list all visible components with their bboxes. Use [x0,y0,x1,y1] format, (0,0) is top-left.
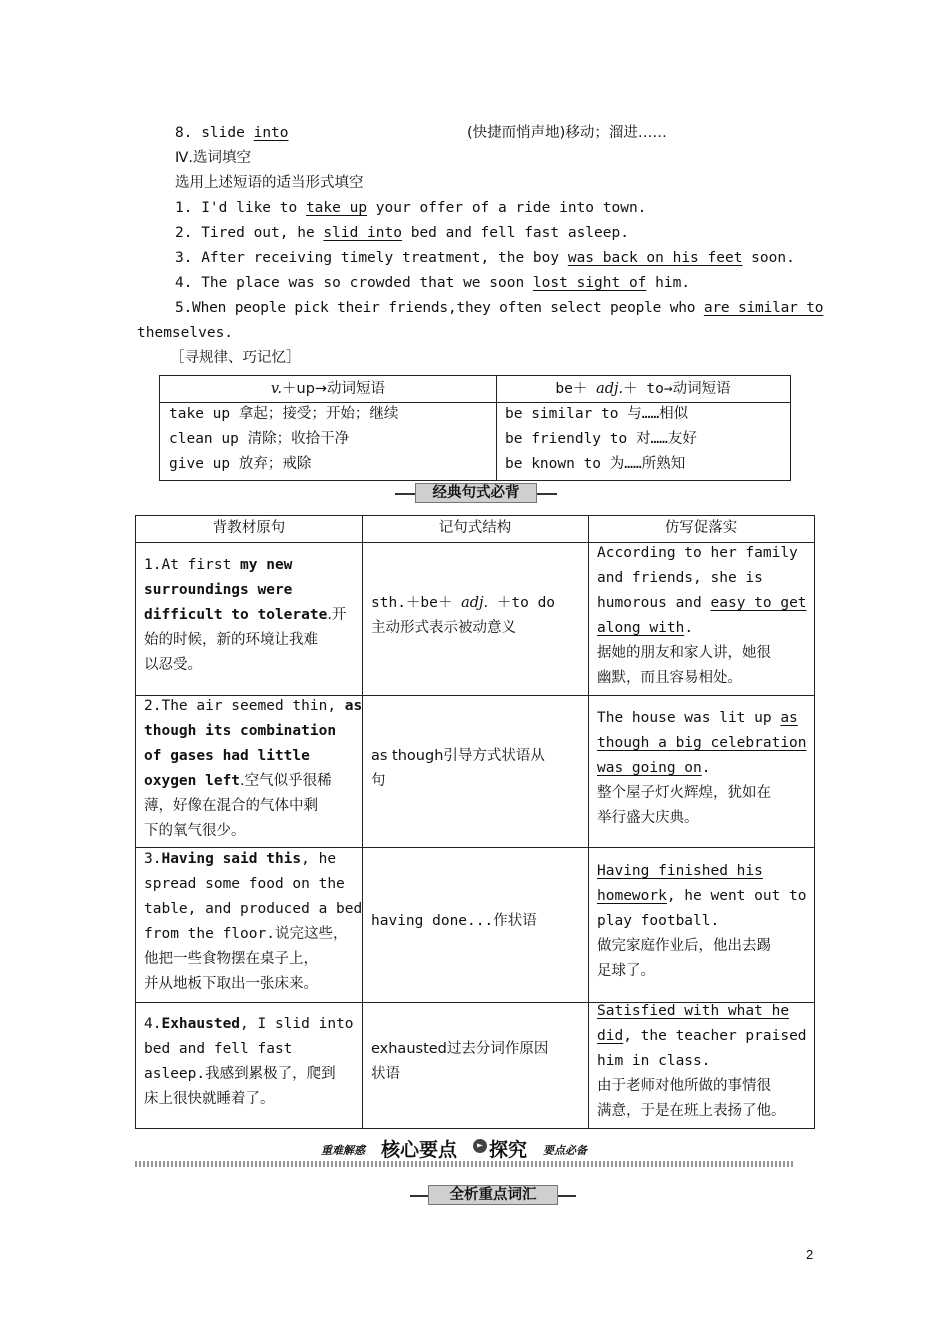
original-sentence: 4.Exhausted, I slid into [144,1016,354,1032]
imitation: play football. [597,913,720,929]
vocab-meaning: (快捷而悄声地)移动；溜进…… [467,125,667,141]
phrase-rule-table [159,375,791,481]
imitation: Satisfied with what he [597,1003,790,1019]
exercise-item: 3. After receiving timely treatment, the boy was back on his feet soon. [175,250,795,266]
rule-left-item: take up 拿起；接受；开始；继续 [169,406,399,422]
vocab-item: 8. slide into [175,125,289,141]
original-sentence: from the floor.说完这些， [144,926,348,942]
original-translation: 床上很快就睡着了。 [144,1091,275,1107]
section-banner: 全析重点词汇 [410,1185,576,1207]
rule-header-left: v.＋up→动词短语 [270,381,386,397]
imitation: According to her family [597,545,798,561]
rule-header-right: be＋ adj.＋ to→动词短语 [555,381,731,397]
original-sentence: spread some food on the [144,876,345,892]
section-iv-instruction: 选用上述短语的适当形式填空 [175,175,364,191]
imitation: did, the teacher praised [597,1028,807,1044]
imitation: and friends, she is [597,570,763,586]
imitation: humorous and easy to get [597,595,807,611]
original-sentence: though its combination [144,723,337,739]
imitation: The house was lit up as [597,710,798,726]
original-translation: 并从地板下取出一张床来。 [144,976,318,992]
original-translation: 始的时候，新的环境让我难 [144,632,318,648]
structure: exhausted过去分词作原因 [371,1041,549,1057]
original-translation: 他把一些食物摆在桌子上， [144,951,318,967]
arrow-right-icon: ► [473,1139,487,1153]
original-sentence: oxygen left.空气似乎很稀 [144,773,332,789]
original-sentence: asleep.我感到累极了，爬到 [144,1066,336,1082]
page-number: 2 [806,1247,814,1262]
imitation-translation: 据她的朋友和家人讲，她很 [597,645,771,661]
header-structure: 记句式结构 [438,520,512,536]
core-points-section-bar: 重难解惑 核心要点 ► 探究 要点必备 [135,1135,793,1169]
original-sentence: 2.The air seemed thin, as [144,698,363,714]
original-sentence: 3.Having said this, he [144,851,337,867]
original-sentence: surroundings were [144,582,293,598]
original-translation: 下的氧气很少。 [144,823,246,839]
exercise-item: 5.When people pick their friends,they often select people who are similar to [175,300,824,316]
imitation-translation: 满意，于是在班上表扬了他。 [597,1103,786,1119]
imitation: Having finished his [597,863,763,879]
imitation-translation: 整个屋子灯火辉煌，犹如在 [597,785,771,801]
imitation-translation: 做完家庭作业后，他出去踢 [597,938,771,954]
imitation-translation: 足球了。 [597,963,655,979]
rule-right-item: be known to 为……所熟知 [505,456,686,472]
imitation: was going on. [597,760,711,776]
structure: sth.＋be＋ adj. ＋to do [371,595,556,611]
section-iv-title: Ⅳ.选词填空 [175,150,251,166]
exercise-item: 4. The place was so crowded that we soon lost sight of him. [175,275,691,291]
structure: 句 [371,773,386,789]
structure: as though引导方式状语从 [371,748,545,764]
original-translation: 薄，好像在混合的气体中剩 [144,798,318,814]
structure: 主动形式表示被动意义 [371,620,516,636]
rule-left-item: clean up 清除；收拾干净 [169,431,350,447]
rule-right-item: be friendly to 对……友好 [505,431,697,447]
imitation-translation: 幽默，而且容易相处。 [597,670,742,686]
original-sentence: bed and fell fast [144,1041,293,1057]
imitation-translation: 由于老师对他所做的事情很 [597,1078,771,1094]
imitation: though a big celebration [597,735,807,751]
header-original: 背教材原句 [212,520,286,536]
original-sentence: difficult to tolerate.开 [144,607,347,623]
rule-right-item: be similar to 与……相似 [505,406,689,422]
header-imitation: 仿写促落实 [664,520,738,536]
exercise-item: 1. I'd like to take up your offer of a ride into town. [175,200,647,216]
structure: 状语 [371,1066,400,1082]
original-sentence: table, and produced a bed [144,901,363,917]
imitation: homework, he went out to [597,888,807,904]
sentence-pattern-table [135,515,815,1129]
imitation: him in class. [597,1053,711,1069]
original-translation: 以忍受。 [144,657,202,673]
rule-left-item: give up 放弃；戒除 [169,456,312,472]
original-sentence: of gases had little [144,748,310,764]
imitation: along with. [597,620,694,636]
original-sentence: 1.At first my new [144,557,293,573]
exercise-continuation: themselves. [137,325,234,341]
structure: having done...作状语 [371,913,537,929]
rule-title: ［寻规律、巧记忆］ [170,350,301,366]
section-banner: 经典句式必背 [395,483,557,505]
exercise-item: 2. Tired out, he slid into bed and fell fast asleep. [175,225,629,241]
imitation-translation: 举行盛大庆典。 [597,810,699,826]
